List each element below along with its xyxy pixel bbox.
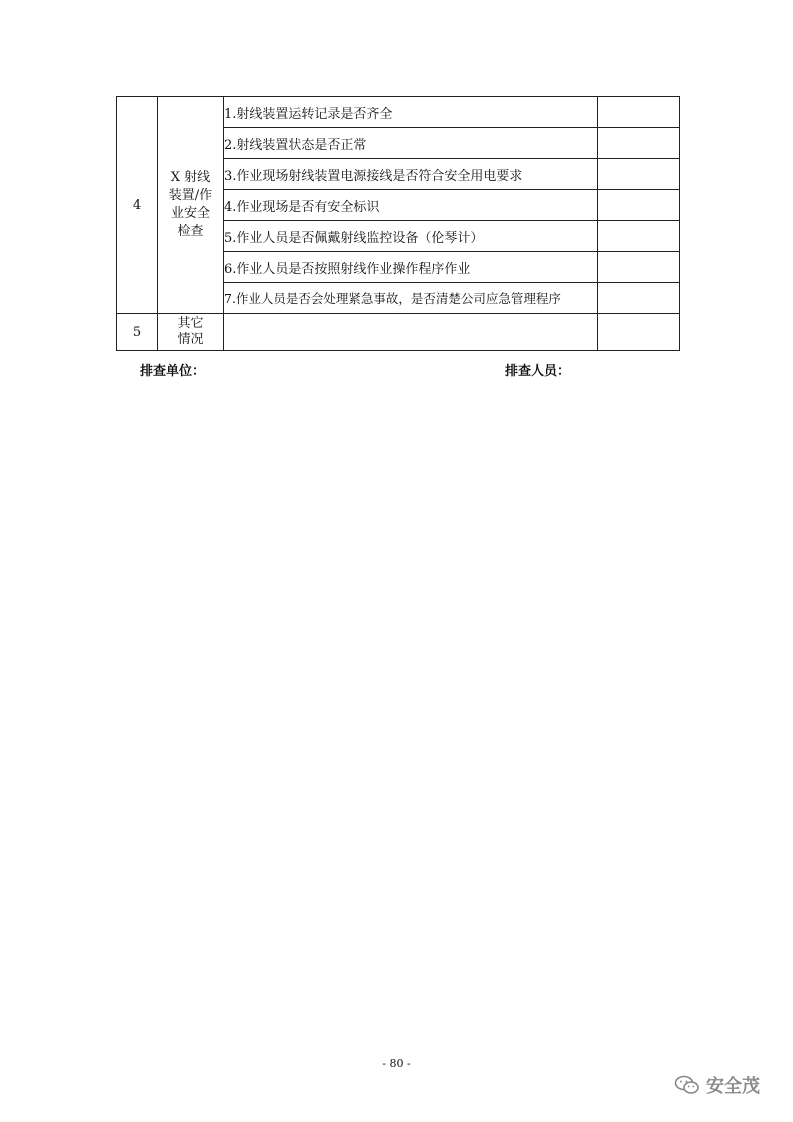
- check-item: 3.作业现场射线装置电源接线是否符合安全用电要求: [224, 159, 598, 190]
- check-item: 2.射线装置状态是否正常: [224, 128, 598, 159]
- result-cell: [598, 283, 680, 314]
- watermark-text: 安全茂: [706, 1076, 760, 1097]
- row-category: [158, 97, 224, 314]
- check-item: 1.射线装置运转记录是否齐全: [224, 97, 598, 128]
- category-line: 业安全: [170, 206, 210, 221]
- result-cell: [598, 221, 680, 252]
- result-cell: [598, 97, 680, 128]
- table-row: [117, 314, 680, 351]
- category-line: X 射线: [170, 170, 211, 185]
- result-cell: [598, 128, 680, 159]
- inspector-label: 排查人员：: [505, 364, 571, 379]
- result-cell: [598, 252, 680, 283]
- result-cell: [598, 314, 680, 351]
- category-line: 装置/作: [168, 188, 213, 203]
- check-item: 4.作业现场是否有安全标识: [224, 190, 598, 221]
- category-line: 其它: [177, 316, 204, 331]
- category-line: 情况: [177, 332, 204, 347]
- row-category: [158, 314, 224, 351]
- table-row: [117, 97, 680, 128]
- inspection-table: [116, 96, 680, 351]
- category-line: 检查: [177, 224, 204, 239]
- wechat-icon: [674, 1075, 700, 1095]
- check-item: 6.作业人员是否按照射线作业操作程序作业: [224, 252, 598, 283]
- check-item: 5.作业人员是否佩戴射线监控设备（伦琴计）: [224, 221, 598, 252]
- check-item: [224, 314, 598, 351]
- row-number: 4: [117, 97, 158, 314]
- result-cell: [598, 159, 680, 190]
- check-item: 7.作业人员是否会处理紧急事故，是否清楚公司应急管理程序: [224, 283, 598, 314]
- row-number: 5: [117, 314, 158, 351]
- watermark: [674, 1072, 760, 1098]
- inspection-unit-label: 排查单位：: [140, 364, 206, 379]
- result-cell: [598, 190, 680, 221]
- page-number: - 80 -: [382, 1057, 411, 1070]
